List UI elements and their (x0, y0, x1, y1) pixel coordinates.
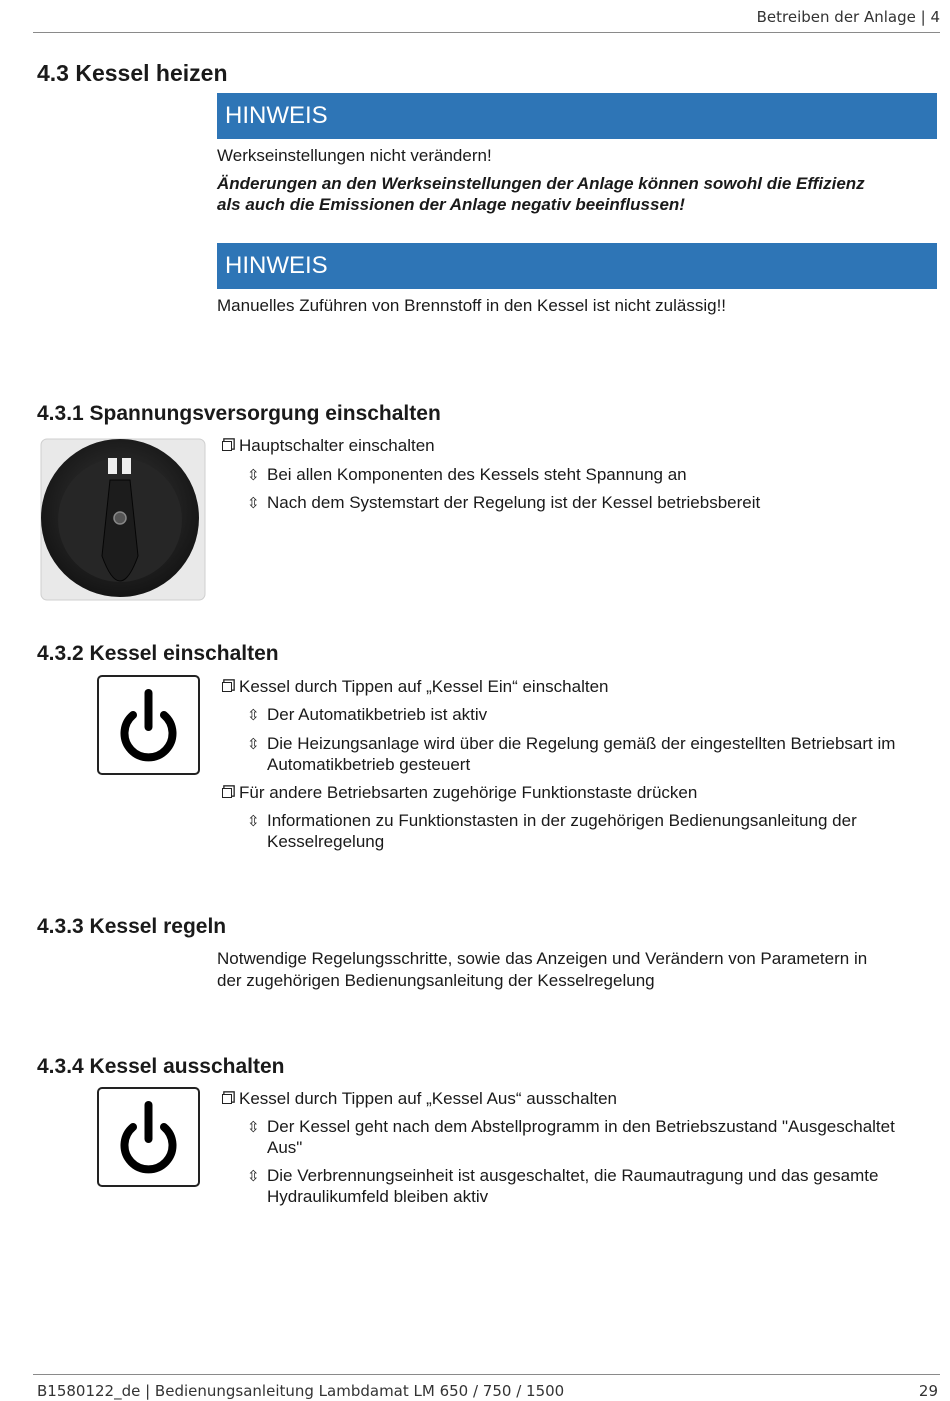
result-item: ⇳ Nach dem Systemstart der Regelung ist der Kessel betriebsbereit (247, 493, 761, 512)
page-number: 29 (918, 1382, 938, 1400)
result-arrow-icon: ⇳ (247, 1168, 260, 1185)
power-on-button-graphic (97, 675, 200, 775)
footer-doc-info: B1580122_de | Bedienungsanleitung Lambdamat LM 650 / 750 / 1500 (37, 1382, 565, 1400)
step-funktionstaste: Für andere Betriebsarten zugehörige Funktionstaste drücken (222, 782, 697, 803)
step-kessel-ein: Kessel durch Tippen auf „Kessel Ein“ einschalten (222, 676, 608, 697)
regeln-text-line1: Notwendige Regelungsschritte, sowie das Anzeigen und Verändern von Parametern in (217, 949, 868, 968)
result-arrow-icon: ⇳ (247, 1119, 260, 1136)
power-off-button-graphic (97, 1087, 200, 1187)
subsection-title-434: 4.3.4 Kessel ausschalten (37, 1055, 285, 1078)
section-title: 4.3 Kessel heizen (37, 60, 228, 86)
result-arrow-icon: ⇳ (247, 736, 260, 753)
notice-bar-2: HINWEIS (217, 243, 937, 289)
notice-1-text: Werkseinstellungen nicht verändern! (217, 146, 492, 165)
running-header: Betreiben der Anlage | 4 (756, 8, 940, 26)
step-checkbox-icon (222, 682, 232, 692)
subsection-title-432: 4.3.2 Kessel einschalten (37, 642, 279, 665)
result-arrow-icon: ⇳ (247, 495, 260, 512)
result-item: ⇳ Bei allen Komponenten des Kessels steht Spannung an (247, 465, 687, 484)
result-item: ⇳ Der Automatikbetrieb ist aktiv (247, 705, 488, 724)
power-icon (99, 677, 198, 773)
step-checkbox-icon (222, 788, 232, 798)
step-checkbox-icon (222, 441, 232, 451)
result-item: ⇳ Die Verbrennungseinheit ist ausgeschaltet, die Raumautragung und das gesamte Hydraulikumfeld bleiben aktiv (247, 1166, 879, 1206)
subsection-title-433: 4.3.3 Kessel regeln (37, 915, 227, 938)
step-checkbox-icon (222, 1094, 232, 1104)
result-item: ⇳ Die Heizungsanlage wird über die Regelung gemäß der eingestellten Betriebsart im Automatikbetrieb gesteuert (247, 734, 896, 774)
notice-1-emphasis-line1: Änderungen an den Werkseinstellungen der Anlage können sowohl die Effizienz (217, 174, 865, 193)
result-item: ⇳ Informationen zu Funktionstasten in der zugehörigen Bedienungsanleitung der Kesselregelung (247, 811, 857, 851)
header-rule (33, 32, 940, 33)
result-arrow-icon: ⇳ (247, 813, 260, 830)
result-item: ⇳ Der Kessel geht nach dem Abstellprogramm in den Betriebszustand "Ausgeschaltet Aus" (247, 1117, 895, 1157)
result-arrow-icon: ⇳ (247, 707, 260, 724)
regeln-text-line2: der zugehörigen Bedienungsanleitung der Kesselregelung (217, 971, 655, 990)
power-icon (99, 1089, 198, 1185)
notice-bar-1: HINWEIS (217, 93, 937, 139)
notice-1-emphasis-line2: als auch die Emissionen der Anlage negativ beeinflussen! (217, 195, 685, 214)
main-switch-photo (38, 436, 208, 603)
subsection-title-431: 4.3.1 Spannungsversorgung einschalten (37, 402, 441, 425)
step-kessel-aus: Kessel durch Tippen auf „Kessel Aus“ ausschalten (222, 1088, 617, 1109)
result-arrow-icon: ⇳ (247, 467, 260, 484)
notice-2-text: Manuelles Zuführen von Brennstoff in den Kessel ist nicht zulässig!! (217, 296, 727, 315)
footer-rule (33, 1374, 940, 1375)
step-main-switch: Hauptschalter einschalten (222, 435, 435, 456)
